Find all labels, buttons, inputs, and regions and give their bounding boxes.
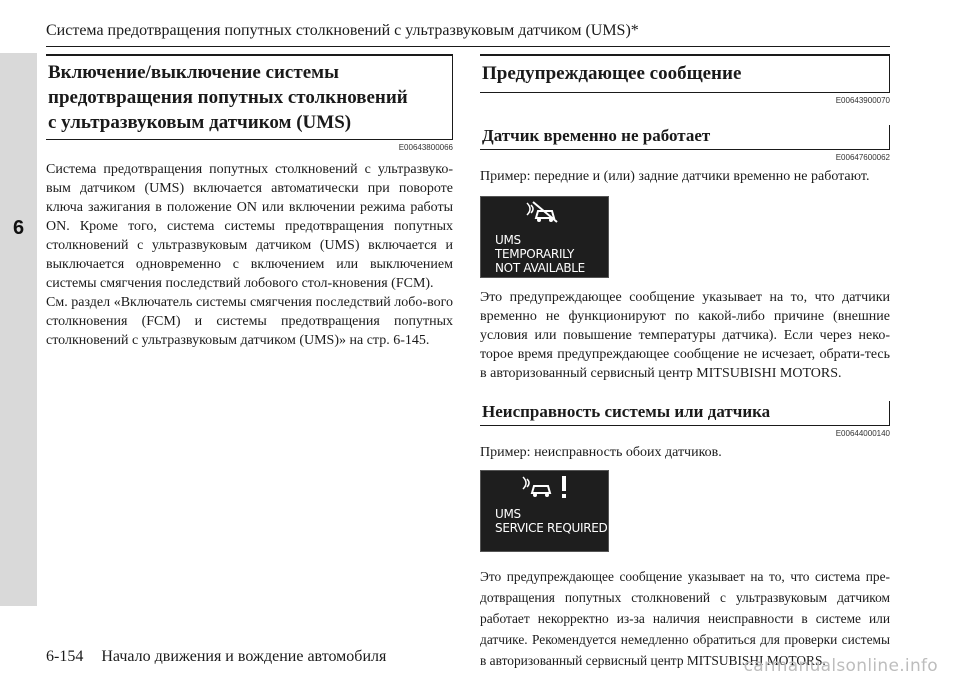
right-section-code: E00643900070 <box>835 96 890 105</box>
page-header-title: Система предотвращения попутных столкновений с ультразвуковым датчиком (UMS)* <box>46 22 639 39</box>
subsection-title-temporarily: Датчик временно не работает <box>480 125 890 150</box>
page-number: 6-154 <box>46 648 84 665</box>
footer-section-title: Начало движения и вождение автомобиля <box>101 648 387 665</box>
paragraph-temporarily: Это предупреждающее сообщение указывает на то, что датчики временно не функционируют по какой-либо причине (внешние условия или повышение температуры датчика). Если через неко-торое время предупреждающее сообщение не исчезает, обрати-тесь в авторизованный сервисный центр MITSUBISHI MOTORS. <box>480 290 890 381</box>
left-title-line: Включение/выключение системы <box>48 62 339 83</box>
chapter-tab[interactable]: 6 <box>12 217 25 239</box>
left-title-line: предотвращения попутных столкновений <box>48 87 408 108</box>
display-message: UMS SERVICE REQUIRED <box>495 507 608 535</box>
left-title-line: с ультразвуковым датчиком (UMS) <box>48 112 352 133</box>
display-message: UMS TEMPORARILY NOT AVAILABLE <box>495 233 585 275</box>
left-column <box>46 54 453 350</box>
sensor-car-warning-icon <box>481 474 608 506</box>
left-section-code: E00643800066 <box>398 143 453 152</box>
example-temporarily: Пример: передние и (или) задние датчики временно не работают. <box>480 169 870 184</box>
right-section-title: Предупреждающее сообщение <box>480 54 890 93</box>
right-column <box>480 54 890 671</box>
header-divider <box>46 46 890 47</box>
left-section-title <box>46 54 453 140</box>
subsection-code-malfunction: E00644000140 <box>835 429 890 438</box>
chapter-side-strip <box>0 53 37 606</box>
left-paragraph-2: См. раздел «Включатель системы смягчения последствий лобо-вого столкновения (FCM) и системы предотвращения попутных столкновений с ультразвуковым датчиком (UMS)» на стр. 6-145. <box>46 295 453 348</box>
example-malfunction: Пример: неисправность обоих датчиков. <box>480 445 722 460</box>
sensor-off-car-icon <box>481 200 608 230</box>
left-paragraph-1: Система предотвращения попутных столкновений с ультразвуко-вым датчиком (UMS) включается автоматически при повороте ключа зажигания в положение ON или включении режима работы ON. Кроме того, система системы предотвращения попутных столкновений с ультразвуковым датчиком (UMS) включается и выключается одновременно с включением или выключением системы смягчения последствий лобового стол-кновения (FCM). <box>46 162 453 291</box>
subsection-code-temporarily: E00647600062 <box>835 153 890 162</box>
display-temporarily-unavailable <box>480 196 609 278</box>
page-footer <box>46 648 386 666</box>
watermark: carmanualsonline.info <box>743 656 938 676</box>
display-service-required <box>480 470 609 552</box>
paragraph-malfunction: Это предупреждающее сообщение указывает на то, что система пре-дотвращения попутных столкновений с ультразвуковым датчиком работает некорректно из-за наличия неисправности в системе или датчике. Рекомендуется немедленно обратиться для проверки системы в авторизованный сервисный центр MITSUBISHI MOTORS. <box>480 569 890 668</box>
subsection-title-malfunction: Неисправность системы или датчика <box>480 401 890 426</box>
